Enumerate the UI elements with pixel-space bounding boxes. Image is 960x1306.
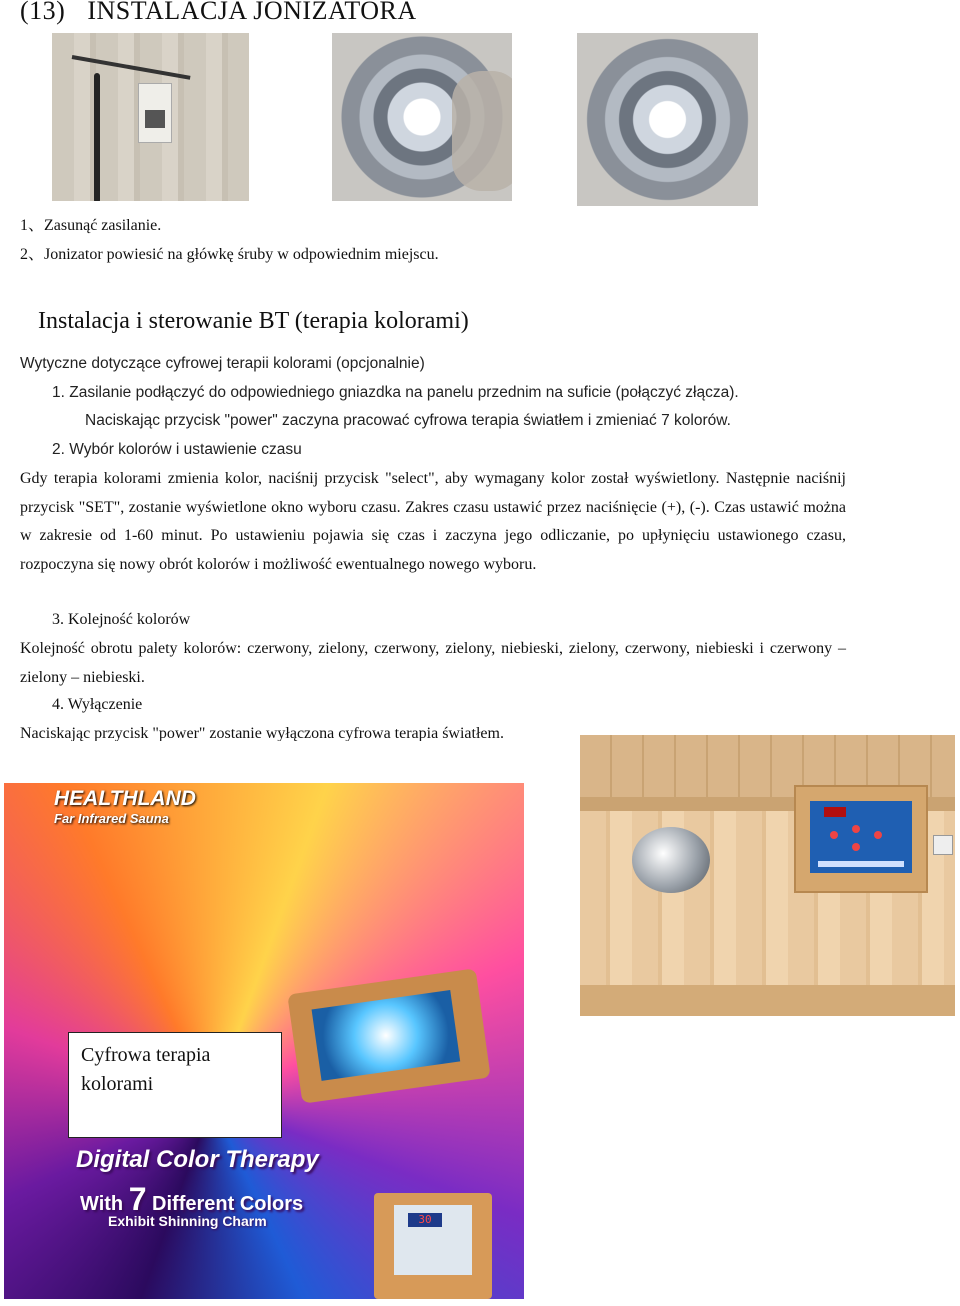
- poster-brand-sub: Far Infrared Sauna: [54, 811, 169, 826]
- hand-shape: [452, 71, 512, 191]
- poster-with-post: Different Colors: [146, 1193, 304, 1215]
- bench-shape: [580, 985, 955, 1016]
- item4-heading: 4. Wyłączenie: [52, 696, 143, 713]
- poster-with-pre: With: [80, 1193, 129, 1215]
- sticker-shape: [933, 835, 953, 855]
- section2-subtitle: Wytyczne dotyczące cyfrowej terapii kolorami (opcjonalnie): [20, 355, 425, 372]
- section2-title: Instalacja i sterowanie BT (terapia kolorami): [38, 308, 469, 334]
- control-panel-frame: [794, 785, 928, 893]
- led-lamp-shape: [287, 968, 490, 1103]
- item2-body: Gdy terapia kolorami zmienia kolor, naciśnij przycisk "select", aby wymagany kolor został wyświetlony. Następnie naciśnij przycisk "SET", zostanie wyświetlone okno wyboru czasu. Zakres czasu ustawić przez naciśnięcie (+), (-). Czas ustawić można w zakresie od 1-60 minut. Po ustawieniu pojawia się czas i zaczyna jego odliczanie, po upłynięciu ustawionego czasu, rozpoczyna się nowy obrót kolorów i możliwość ewentualnego nowego wyboru.: [20, 470, 846, 573]
- panel-digits-shape: [824, 807, 846, 817]
- panel-button-shape: [852, 825, 860, 833]
- item2-heading: 2. Wybór kolorów i ustawienie czasu: [52, 441, 302, 458]
- ionizer-in-hand-photo: [332, 33, 512, 201]
- control-panel-shape: [374, 1193, 492, 1299]
- item1-line1: 1. Zasilanie podłączyć do odpowiedniego gniazdka na panelu przednim na suficie (połączyć złącza).: [52, 384, 739, 401]
- ionizer-shape: [632, 827, 710, 893]
- section-title: INSTALACJA JONIZATORA: [87, 0, 417, 25]
- poster-tagline: Exhibit Shinning Charm: [108, 1213, 267, 1229]
- item4-body: Naciskając przycisk "power" zostanie wyłączona cyfrowa terapia światłem.: [20, 725, 504, 741]
- section-heading: [20, 0, 417, 26]
- control-panel-display: 30: [408, 1213, 442, 1227]
- panel-button-shape: [830, 831, 838, 839]
- socket-plate-shape: [138, 83, 172, 143]
- caption-box: [68, 1032, 282, 1138]
- sauna-interior-ionizer-photo: [580, 735, 955, 1016]
- panel-button-shape: [852, 843, 860, 851]
- poster-brand: HEALTHLAND: [54, 787, 196, 810]
- control-panel-face: [810, 801, 912, 873]
- poster-with-num: 7: [128, 1181, 147, 1217]
- panel-label-shape: [818, 861, 904, 867]
- cable-shape: [72, 55, 191, 80]
- ionizer-step-2: 2、Jonizator powiesić na główkę śruby w odpowiednim miejscu.: [20, 246, 439, 263]
- section-number: (13): [20, 0, 66, 25]
- item3-heading: 3. Kolejność kolorów: [52, 611, 191, 628]
- ionizer-step-1: 1、Zasunąć zasilanie.: [20, 217, 162, 234]
- caption-text: Cyfrowa terapia kolorami: [81, 1044, 211, 1095]
- control-panel-screen: [394, 1205, 472, 1275]
- ionizer-mounted-photo: [577, 33, 758, 206]
- cable-shape: [94, 73, 100, 201]
- poster-headline: Digital Color Therapy: [76, 1146, 319, 1173]
- panel-button-shape: [874, 831, 882, 839]
- wall-socket-plate-photo: [52, 33, 249, 201]
- item1-line2: Naciskając przycisk "power" zaczyna pracować cyfrowa terapia światłem i zmieniać 7 kolorów.: [85, 412, 731, 429]
- item3-body: Kolejność obrotu palety kolorów: czerwony, zielony, czerwony, zielony, niebieski, zielony, czerwony, niebieski i czerwony – zielony – niebieski.: [20, 640, 846, 686]
